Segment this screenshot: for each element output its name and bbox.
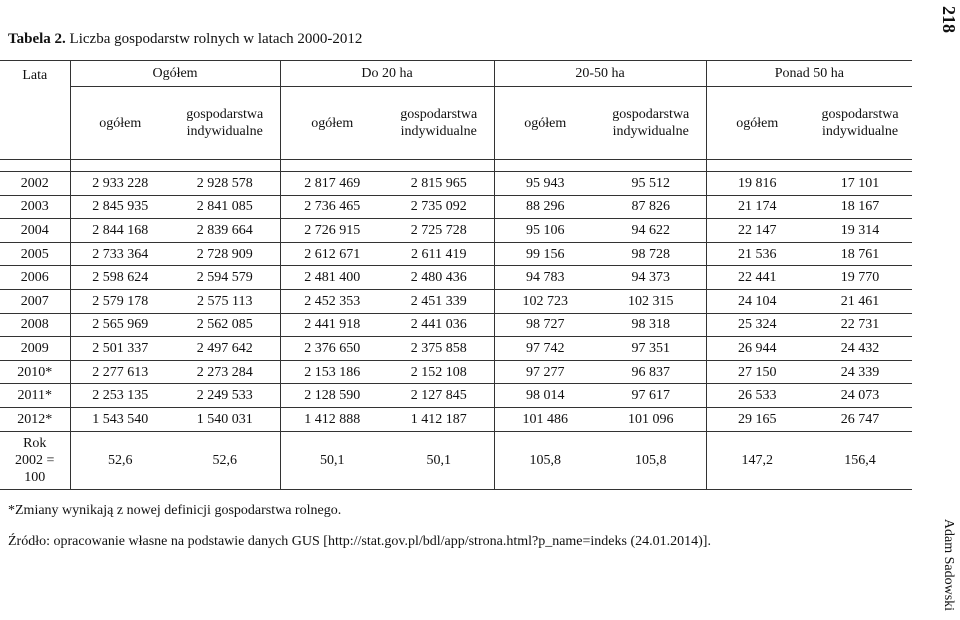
table-cell: 19 816	[706, 172, 808, 196]
table-cell: 101 486	[494, 407, 596, 431]
table-cell: 98 014	[494, 384, 596, 408]
table-cell: 2 844 168	[70, 219, 170, 243]
row-year: 2012*	[0, 407, 70, 431]
table-caption-text: Liczba gospodarstw rolnych w latach 2000-2012	[69, 31, 363, 47]
table-cell: 24 104	[706, 289, 808, 313]
table-cell: 2 839 664	[170, 219, 280, 243]
table-cell: 2 817 469	[280, 172, 384, 196]
table-cell: 2 451 339	[384, 289, 494, 313]
table-cell: 1 543 540	[70, 407, 170, 431]
table-cell: 2 594 579	[170, 266, 280, 290]
table-cell: 19 770	[808, 266, 912, 290]
page-number	[936, 2, 960, 36]
table-cell: 2 153 186	[280, 360, 384, 384]
table-cell: 24 432	[808, 337, 912, 361]
subheader-ogolem: ogółem	[70, 87, 170, 160]
row-year: 2008	[0, 313, 70, 337]
row-year: 2010*	[0, 360, 70, 384]
table-cell: 2 480 436	[384, 266, 494, 290]
table-cell: 87 826	[596, 195, 706, 219]
spacer-row	[0, 160, 912, 172]
table-cell: 2 579 178	[70, 289, 170, 313]
table-cell: 2 565 969	[70, 313, 170, 337]
table-body	[0, 160, 912, 490]
table-cell: 52,6	[170, 431, 280, 489]
table-cell: 2 841 085	[170, 195, 280, 219]
table-cell: 21 461	[808, 289, 912, 313]
row-year: 2002	[0, 172, 70, 196]
farms-table	[0, 60, 912, 490]
table-cell: 2 497 642	[170, 337, 280, 361]
index-row-label-line: 2002 =	[15, 452, 55, 468]
table-cell: 147,2	[706, 431, 808, 489]
row-year: 2004	[0, 219, 70, 243]
table-cell: 18 761	[808, 242, 912, 266]
table-cell: 26 944	[706, 337, 808, 361]
header-group-do-20-ha: Do 20 ha	[280, 61, 494, 87]
table-cell: 2 725 728	[384, 219, 494, 243]
table-cell: 102 723	[494, 289, 596, 313]
table-cell: 24 073	[808, 384, 912, 408]
table-cell: 2 815 965	[384, 172, 494, 196]
subheader-ogolem: ogółem	[280, 87, 384, 160]
table-cell: 156,4	[808, 431, 912, 489]
table-row	[0, 266, 912, 290]
table-cell: 1 412 187	[384, 407, 494, 431]
row-year: 2003	[0, 195, 70, 219]
table-cell: 2 733 364	[70, 242, 170, 266]
table-cell: 2 152 108	[384, 360, 494, 384]
footnote: *Zmiany wynikają z nowej definicji gospodarstwa rolnego.	[8, 503, 342, 518]
table-cell: 105,8	[596, 431, 706, 489]
table-cell: 50,1	[384, 431, 494, 489]
table-cell: 2 273 284	[170, 360, 280, 384]
table-cell: 18 167	[808, 195, 912, 219]
table-row	[0, 360, 912, 384]
table-cell: 50,1	[280, 431, 384, 489]
table-cell: 19 314	[808, 219, 912, 243]
table-cell: 105,8	[494, 431, 596, 489]
table-cell: 2 277 613	[70, 360, 170, 384]
table-cell: 22 441	[706, 266, 808, 290]
table-cell: 2 728 909	[170, 242, 280, 266]
table-cell: 102 315	[596, 289, 706, 313]
table-cell: 2 441 918	[280, 313, 384, 337]
table-cell: 97 742	[494, 337, 596, 361]
table-cell: 2 562 085	[170, 313, 280, 337]
index-row	[0, 431, 912, 489]
table-cell: 22 731	[808, 313, 912, 337]
table-cell: 17 101	[808, 172, 912, 196]
table-cell: 2 612 671	[280, 242, 384, 266]
table-cell: 99 156	[494, 242, 596, 266]
table-cell: 2 575 113	[170, 289, 280, 313]
header-row-groups	[0, 61, 912, 87]
table-cell: 2 726 915	[280, 219, 384, 243]
table-cell: 2 481 400	[280, 266, 384, 290]
header-group-ponad-50-ha: Ponad 50 ha	[706, 61, 912, 87]
table-cell: 24 339	[808, 360, 912, 384]
table-cell: 97 277	[494, 360, 596, 384]
table-cell: 2 375 858	[384, 337, 494, 361]
author-name	[936, 510, 960, 620]
table-cell: 52,6	[70, 431, 170, 489]
table-cell: 2 249 533	[170, 384, 280, 408]
table-row	[0, 407, 912, 431]
table-header	[0, 61, 912, 160]
table-cell: 2 598 624	[70, 266, 170, 290]
table-row	[0, 337, 912, 361]
table-cell: 22 147	[706, 219, 808, 243]
table-cell: 95 106	[494, 219, 596, 243]
table-cell: 2 128 590	[280, 384, 384, 408]
index-row-label-line: Rok	[23, 435, 47, 451]
table-cell: 1 412 888	[280, 407, 384, 431]
table-cell: 1 540 031	[170, 407, 280, 431]
table-cell: 96 837	[596, 360, 706, 384]
table-cell: 2 376 650	[280, 337, 384, 361]
table-cell: 88 296	[494, 195, 596, 219]
subheader-indywidualne: gospodarstwa indywidualne	[596, 87, 706, 160]
subheader-indywidualne: gospodarstwa indywidualne	[170, 87, 280, 160]
subheader-indywidualne: gospodarstwa indywidualne	[808, 87, 912, 160]
table-cell: 2 928 578	[170, 172, 280, 196]
table-cell: 2 441 036	[384, 313, 494, 337]
table-cell: 2 452 353	[280, 289, 384, 313]
table-cell: 2 845 935	[70, 195, 170, 219]
table-cell: 97 351	[596, 337, 706, 361]
row-year: 2007	[0, 289, 70, 313]
table-row	[0, 219, 912, 243]
table-row	[0, 172, 912, 196]
table-cell: 26 747	[808, 407, 912, 431]
table-cell: 21 174	[706, 195, 808, 219]
subheader-ogolem: ogółem	[706, 87, 808, 160]
row-year: 2011*	[0, 384, 70, 408]
page-number-text: 218	[938, 5, 959, 33]
table-cell: 2 127 845	[384, 384, 494, 408]
table-cell: 2 735 092	[384, 195, 494, 219]
table-cell: 2 736 465	[280, 195, 384, 219]
table-cell: 21 536	[706, 242, 808, 266]
table-cell: 27 150	[706, 360, 808, 384]
row-year: 2009	[0, 337, 70, 361]
header-lata: Lata	[0, 61, 70, 160]
table-row	[0, 195, 912, 219]
author-name-text: Adam Sadowski	[941, 518, 957, 612]
table-cell: 94 783	[494, 266, 596, 290]
table-cell: 98 728	[596, 242, 706, 266]
row-year: 2005	[0, 242, 70, 266]
subheader-indywidualne: gospodarstwa indywidualne	[384, 87, 494, 160]
table-caption-label: Tabela 2.	[8, 31, 66, 47]
table-cell: 101 096	[596, 407, 706, 431]
table-cell: 94 373	[596, 266, 706, 290]
row-year: 2006	[0, 266, 70, 290]
table-row	[0, 313, 912, 337]
table-cell: 94 622	[596, 219, 706, 243]
table-row	[0, 384, 912, 408]
header-group-20-50-ha: 20-50 ha	[494, 61, 706, 87]
table-cell: 97 617	[596, 384, 706, 408]
index-row-label-line: 100	[24, 469, 46, 485]
header-group-ogolem: Ogółem	[70, 61, 280, 87]
table-cell: 25 324	[706, 313, 808, 337]
index-row-label	[0, 431, 70, 489]
table-cell: 98 318	[596, 313, 706, 337]
table-cell: 95 512	[596, 172, 706, 196]
table-row	[0, 289, 912, 313]
table-cell: 95 943	[494, 172, 596, 196]
source-note: Źródło: opracowanie własne na podstawie danych GUS [http://stat.gov.pl/bdl/app/strona.html?p_name=indeks (24.01.2014)].	[8, 534, 711, 549]
table-cell: 98 727	[494, 313, 596, 337]
table-caption	[8, 30, 362, 48]
table-cell: 29 165	[706, 407, 808, 431]
table-cell: 2 253 135	[70, 384, 170, 408]
header-row-subs	[0, 87, 912, 160]
subheader-ogolem: ogółem	[494, 87, 596, 160]
table-cell: 2 933 228	[70, 172, 170, 196]
table-cell: 2 501 337	[70, 337, 170, 361]
table-cell: 26 533	[706, 384, 808, 408]
table-cell: 2 611 419	[384, 242, 494, 266]
table-row	[0, 242, 912, 266]
